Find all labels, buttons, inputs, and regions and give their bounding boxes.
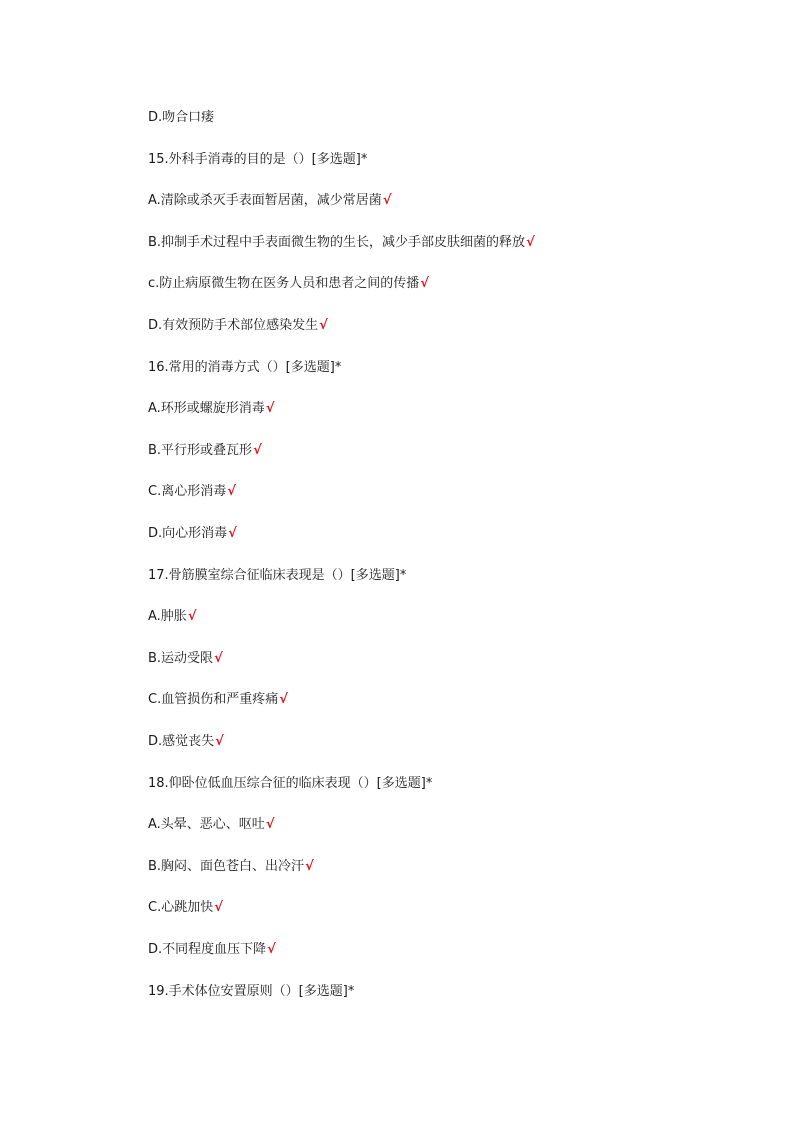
check-mark-icon: √ xyxy=(319,318,328,333)
option-17b xyxy=(148,650,223,668)
line-text: B.胸闷、面色苍白、出冷汗 xyxy=(148,859,305,874)
question-16 xyxy=(148,359,341,377)
option-15a xyxy=(148,192,391,210)
line-text: D.有效预防手术部位感染发生 xyxy=(148,318,319,333)
option-15d xyxy=(148,317,328,335)
line-text: A.头晕、恶心、呕吐 xyxy=(148,817,265,832)
line-text: B.抑制手术过程中手表面微生物的生长，减少手部皮肤细菌的释放 xyxy=(148,235,526,250)
option-18c xyxy=(148,899,223,917)
option-17c xyxy=(148,691,288,709)
line-text: D.吻合口瘘 xyxy=(148,110,215,125)
question-17 xyxy=(148,567,406,585)
line-text: 18.仰卧位低血压综合征的临床表现（）[多选题]* xyxy=(148,776,433,791)
line-text: C.血管损伤和严重疼痛 xyxy=(148,692,279,707)
line-text: B.平行形或叠瓦形 xyxy=(148,443,253,458)
check-mark-icon: √ xyxy=(526,235,535,250)
line-text: c.防止病原微生物在医务人员和患者之间的传播 xyxy=(148,276,420,291)
option-15b xyxy=(148,234,535,252)
line-text: 15.外科手消毒的目的是（）[多选题]* xyxy=(148,152,368,167)
line-text: D.向心形消毒 xyxy=(148,526,228,541)
check-mark-icon: √ xyxy=(228,526,237,541)
check-mark-icon: √ xyxy=(253,443,262,458)
option-17d xyxy=(148,733,224,751)
line-1 xyxy=(148,109,214,127)
line-text: A.肿胀 xyxy=(148,609,187,624)
check-mark-icon: √ xyxy=(420,276,429,291)
check-mark-icon: √ xyxy=(382,193,392,208)
check-mark-icon: √ xyxy=(215,734,224,749)
option-16a xyxy=(148,400,274,418)
check-mark-icon: √ xyxy=(279,692,288,707)
line-text: D.感觉丧失 xyxy=(148,734,215,749)
line-text: A.清除或杀灭手表面暂居菌，减少常居菌 xyxy=(148,193,382,208)
line-text: C.离心形消毒 xyxy=(148,484,227,499)
question-19 xyxy=(148,983,354,1001)
line-text: 16.常用的消毒方式（）[多选题]* xyxy=(148,360,342,375)
question-18 xyxy=(148,775,432,793)
line-text: 17.骨筋膜室综合征临床表现是（）[多选题]* xyxy=(148,568,407,583)
line-text: 19.手术体位安置原则（）[多选题]* xyxy=(148,984,355,999)
check-mark-icon: √ xyxy=(267,942,276,957)
line-text: C.心跳加快 xyxy=(148,900,214,915)
line-text: A.环形或螺旋形消毒 xyxy=(148,401,265,416)
check-mark-icon: √ xyxy=(214,651,223,666)
check-mark-icon: √ xyxy=(187,609,197,624)
option-18b xyxy=(148,858,314,876)
check-mark-icon: √ xyxy=(265,817,275,832)
check-mark-icon: √ xyxy=(305,859,314,874)
option-16b xyxy=(148,442,262,460)
check-mark-icon: √ xyxy=(227,484,236,499)
option-18d xyxy=(148,941,276,959)
check-mark-icon: √ xyxy=(214,900,223,915)
check-mark-icon: √ xyxy=(265,401,275,416)
option-16d xyxy=(148,525,237,543)
option-15c xyxy=(148,275,429,293)
option-17a xyxy=(148,608,196,626)
option-18a xyxy=(148,816,274,834)
line-text: B.运动受限 xyxy=(148,651,214,666)
line-text: D.不同程度血压下降 xyxy=(148,942,267,957)
option-16c xyxy=(148,483,236,501)
question-15 xyxy=(148,151,367,169)
